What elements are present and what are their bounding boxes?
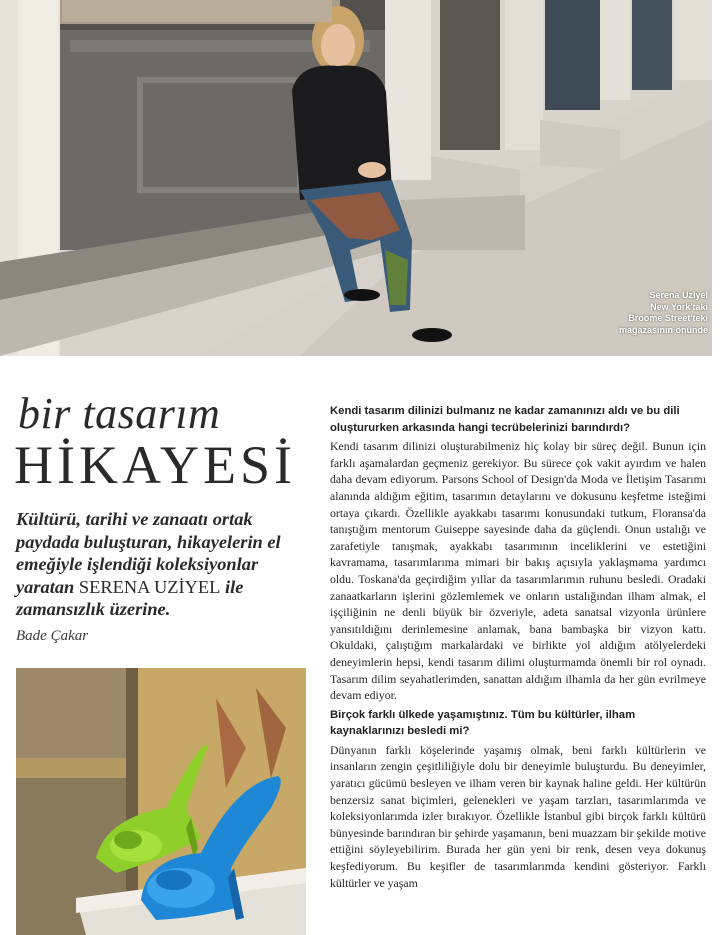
interview-question: Kendi tasarım dilinizi bulmanız ne kadar zamanınızı aldı ve bu dili oluştururken arkasında hangi tecrübelerinizi barındırdı? (330, 405, 680, 434)
lede-text: Kültürü, tarihi ve zanaatı ortak paydada buluşturan, hikayelerin el emeğiyle işlendiği koleksiyonlar yaratan (16, 509, 281, 597)
caption-line: New York'taki (650, 301, 708, 312)
article-lede (16, 508, 316, 621)
article-title-script: bir tasarım (18, 389, 221, 438)
article-title-caps: HİKAYESİ (14, 435, 297, 495)
caption-line: mağazasının önünde (618, 324, 708, 335)
lede-text-end: ile zamansızlık üzerine. (16, 576, 244, 619)
photo-caption (590, 290, 708, 336)
interview-answer: Dünyanın farklı köşelerinde yaşamış olmak, beni farklı kültürlerin ve insanların zengin çeşitliliğiyle dolu bir deneyimle buluşturdu. Bu deneyimler, yaratıcı gücümü besleyen ve ilham veren bir kaynak haline geldi. Her kültürün benzersiz sanat biçimleri, gelenekleri ve yaşam tarzları, tasarımlarımda ve koleksiyonlarımda izler bırakıyor. Özellikle İstanbul gibi birçok farklı kültürü bünyesinde barındıran bir şehirde yaşamanın, beni muazzam bir şekilde motive ettiğini söyleyebilirim. Burada her gün yeni bir renk, desen veya dokunuş keşfediyorum. Bu keşifler de tasarımlarımda kendini gösteriyor. Farklı kültürler ve yaşam (330, 742, 706, 890)
interview-column (330, 403, 706, 891)
caption-line: Serena Uziyel (649, 290, 708, 300)
byline: Bade Çakar (16, 628, 89, 644)
lede-name: SERENA UZİYEL (78, 576, 221, 597)
shoes-photo (16, 668, 306, 935)
caption-line: Broome Street'teki (628, 313, 708, 323)
interview-answer: Kendi tasarım dilinizi oluşturabilmeniz hiç kolay bir süreç değil. Bunun için farklı aşamalardan geçmeniz gerekiyor. Bu sürece çok vakit ayırdım ve halen daha devam ediyorum. Parsons School of Design'da Moda ve İletişim Tasarımı alanında aldığım eğitim, tasarımın detaylarını ve dokusunu keşfetme isteğimi ortaya çıkardı. Özellikle ayakkabı tasarımı konusundaki tutkum, Floransa'da tanıştığım mentorum Guiseppe sayesinde daha da güçlendi. Onun ustalığı ve zarafetiyle tanışmak, ayakkabı tasarımının inceliklerini ve estetiğini kavramama, tasarımlarıma mimari bir bakış açısıyla yaklaşmama yardımcı oldu. Toskana'da geçirdiğim yıllar da tasarımlarımın ruhunu besledi. Oradaki zanaatkarların işlerini gözlemlemek ve onların ustalığından ilham almak, el işçiliğinin ne denli büyük bir özveriyle, adeta sanatsal vizyonla ürünlere yansıtıldığını derinlemesine anlamak, bana bambaşka bir vizyon kattı. Okuldaki, çalıştığım markalardaki ve birlikte yol aldığım atölyelerdeki deneyimlerin hepsi, kendi tasarım dilimi oluşturmamda önemli bir rol oynadı. Tasarım dilim seyahatlerimden, sanattan aldığım ilhamla da her gün evrilmeye devam ediyor. (330, 439, 706, 703)
shoes-illustration (16, 668, 306, 935)
interview-question: Birçok farklı ülkede yaşamıştınız. Tüm bu kültürler, ilham kaynaklarınızı besledi mi? (330, 708, 636, 738)
